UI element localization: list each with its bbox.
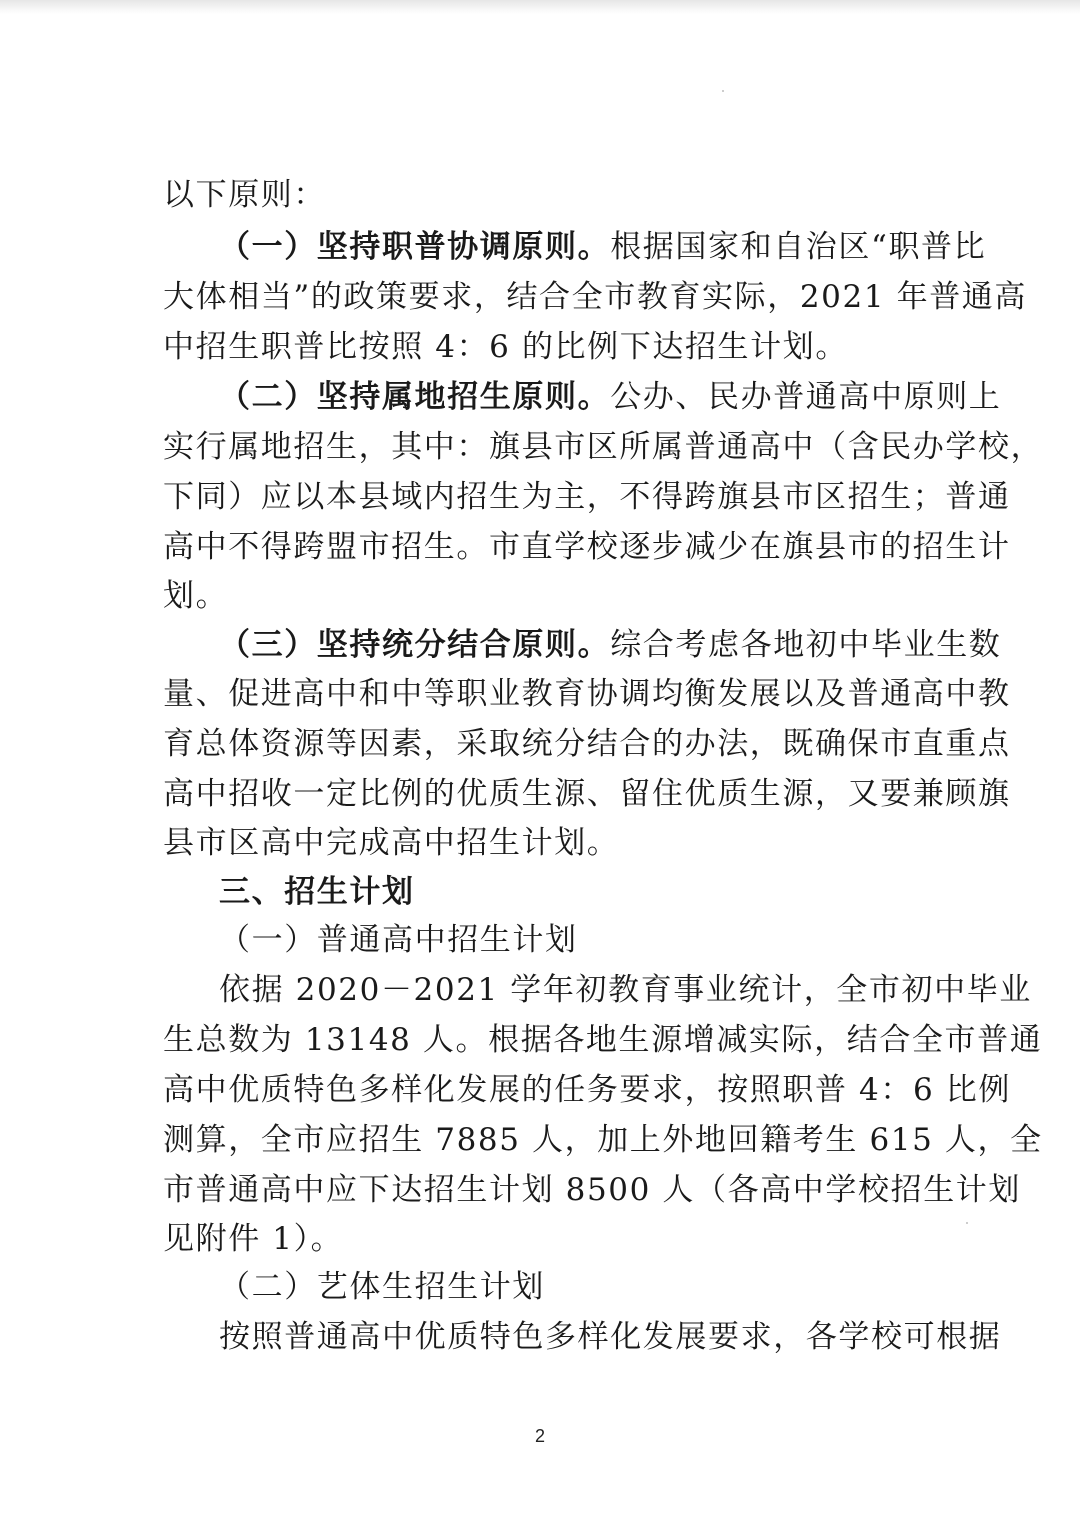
text-line: 大体相当”的政策要求，结合全市教育实际，2021 年普通高 <box>163 279 1027 315</box>
text-line: 按照普通高中优质特色多样化发展要求，各学校可根据 <box>219 1319 1002 1355</box>
subsection-heading: （一）普通高中招生计划 <box>219 922 578 958</box>
text-line: 以下原则： <box>163 177 326 213</box>
text-line: 下同）应以本县域内招生为主，不得跨旗县市区招生；普通 <box>163 479 1011 515</box>
text-line: 高中招收一定比例的优质生源、留住优质生源，又要兼顾旗 <box>163 776 1011 812</box>
paragraph-text: 根据国家和自治区“职普比 <box>610 229 987 265</box>
principle-heading: （一）坚持职普协调原则。 <box>219 229 611 265</box>
text-line: 实行属地招生，其中：旗县市区所属普通高中（含民办学校， <box>163 429 1044 465</box>
text-line: 县市区高中完成高中招生计划。 <box>163 825 620 861</box>
scan-speck <box>722 90 724 92</box>
text-line <box>219 625 1002 665</box>
text-line: 依据 2020－2021 学年初教育事业统计，全市初中毕业 <box>219 972 1032 1008</box>
text-line: 见附件 1）。 <box>163 1221 344 1257</box>
text-line <box>219 377 1002 417</box>
paragraph-text: 公办、民办普通高中原则上 <box>610 379 1002 415</box>
text-line: 生总数为 13148 人。根据各地生源增减实际，结合全市普通 <box>163 1022 1043 1058</box>
paragraph-text: 综合考虑各地初中毕业生数 <box>610 627 1002 663</box>
text-line: 育总体资源等因素，采取统分结合的办法，既确保市直重点 <box>163 726 1011 762</box>
scan-edge-shadow <box>0 0 1080 14</box>
text-line: 高中不得跨盟市招生。市直学校逐步减少在旗县市的招生计 <box>163 529 1011 565</box>
text-line <box>219 227 987 267</box>
subsection-heading: （二）艺体生招生计划 <box>219 1269 545 1305</box>
text-line: 划。 <box>163 578 229 614</box>
text-line: 量、促进高中和中等职业教育协调均衡发展以及普通高中教 <box>163 676 1011 712</box>
principle-heading: （二）坚持属地招生原则。 <box>219 379 611 415</box>
text-line: 测算，全市应招生 7885 人，加上外地回籍考生 615 人，全 <box>163 1122 1043 1158</box>
text-line: 市普通高中应下达招生计划 8500 人（各高中学校招生计划 <box>163 1172 1021 1208</box>
text-line: 高中优质特色多样化发展的任务要求，按照职普 4：6 比例 <box>163 1072 1011 1108</box>
scan-speck <box>966 1222 968 1224</box>
principle-heading: （三）坚持统分结合原则。 <box>219 627 611 663</box>
text-line: 中招生职普比按照 4：6 的比例下达招生计划。 <box>163 329 848 365</box>
page-number: 2 <box>534 1426 545 1446</box>
section-heading: 三、招生计划 <box>219 874 415 910</box>
